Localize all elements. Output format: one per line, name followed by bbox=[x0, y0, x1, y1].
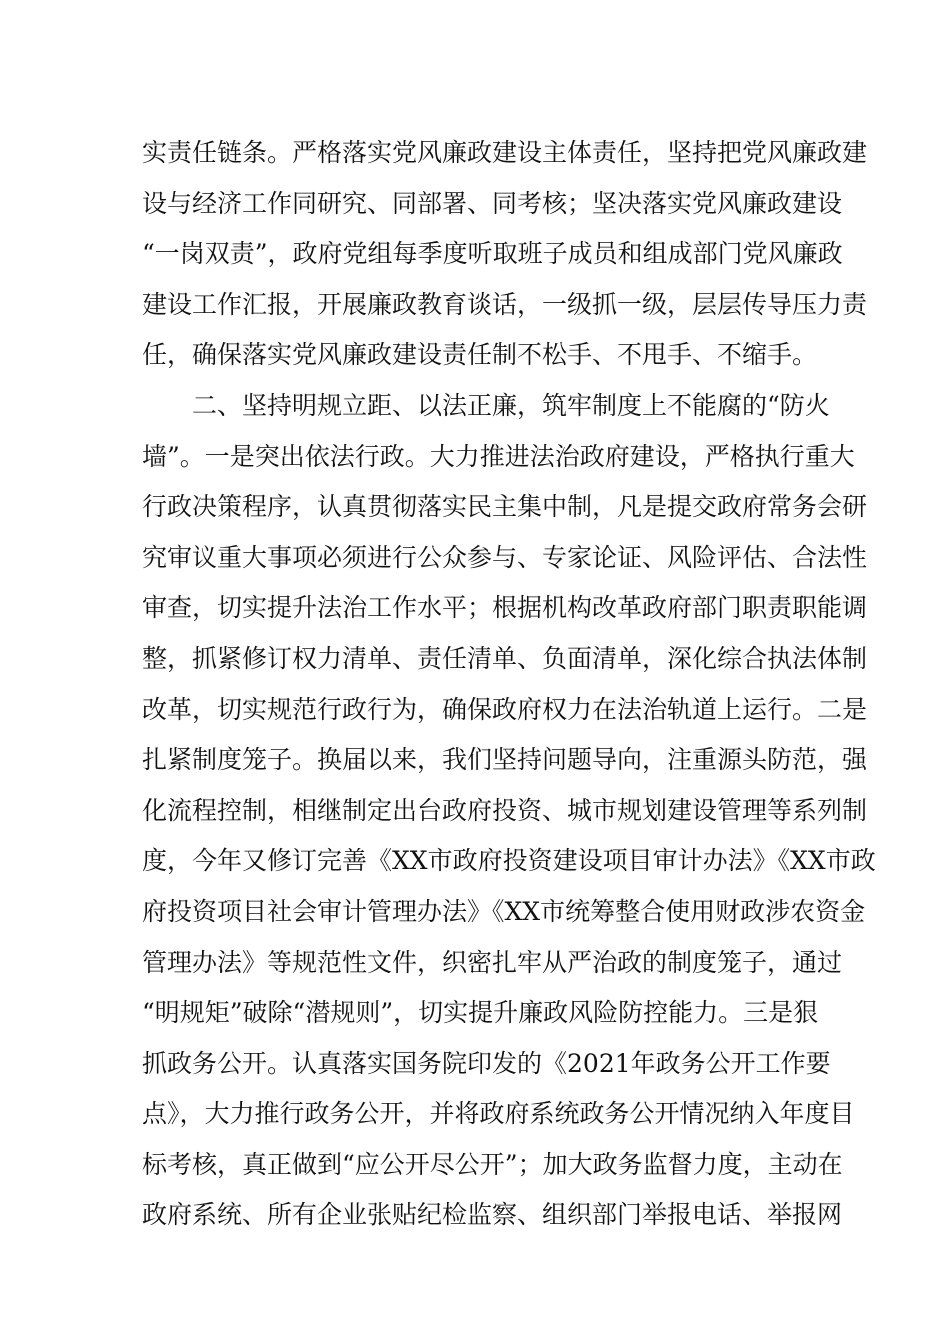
text-line: 任，确保落实党风廉政建设责任制不松手、不甩手、不缩手。 bbox=[142, 340, 818, 370]
text-line: 改革，切实规范行政行为，确保政府权力在法治轨道上运行。二是 bbox=[142, 694, 868, 724]
text-line: 扎紧制度笼子。换届以来，我们坚持问题导向，注重源头防范，强 bbox=[142, 745, 868, 775]
text-line: 究审议重大事项必须进行公众参与、专家论证、风险评估、合法性 bbox=[142, 542, 868, 572]
text-line: 设与经济工作同研究、同部署、同考核；坚决落实党风廉政建设 bbox=[142, 188, 843, 218]
section-heading-line: 二、坚持明规立距、以法正廉，筑牢制度上不能腐的“防火 bbox=[192, 390, 830, 420]
text-line: 管理办法》等规范性文件，织密扎牢从严治政的制度笼子，通过 bbox=[142, 947, 843, 977]
text-line: 政府系统、所有企业张贴纪检监察、组织部门举报电话、举报网 bbox=[142, 1200, 843, 1230]
text-line: 度，今年又修订完善《XX市政府投资建设项目审计办法》《XX市政 bbox=[142, 846, 876, 876]
text-line: 建设工作汇报，开展廉政教育谈话，一级抓一级，层层传导压力责 bbox=[142, 289, 868, 319]
text-line: 行政决策程序，认真贯彻落实民主集中制，凡是提交政府常务会研 bbox=[142, 492, 868, 522]
text-line: 标考核，真正做到“应公开尽公开”；加大政务监督力度，主动在 bbox=[142, 1149, 843, 1179]
text-line: 化流程控制，相继制定出台政府投资、城市规划建设管理等系列制 bbox=[142, 795, 868, 825]
text-line: 抓政务公开。认真落实国务院印发的《2021年政务公开工作要 bbox=[142, 1048, 831, 1078]
text-line: “明规矩”破除“潜规则”，切实提升廉政风险防控能力。三是狠 bbox=[142, 998, 819, 1028]
text-line: 府投资项目社会审计管理办法》《XX市统筹整合使用财政涉农资金 bbox=[142, 896, 866, 926]
text-line: “一岗双责”，政府党组每季度听取班子成员和组成部门党风廉政 bbox=[142, 239, 843, 269]
text-line: 墙”。一是突出依法行政。大力推进法治政府建设，严格执行重大 bbox=[142, 441, 855, 471]
text-line: 实责任链条。严格落实党风廉政建设主体责任，坚持把党风廉政建 bbox=[142, 138, 868, 167]
text-line: 整，抓紧修订权力清单、责任清单、负面清单，深化综合执法体制 bbox=[142, 643, 868, 673]
text-line: 点》，大力推行政务公开，并将政府系统政务公开情况纳入年度目 bbox=[142, 1099, 855, 1129]
text-line: 审查，切实提升法治工作水平；根据机构改革政府部门职责职能调 bbox=[142, 593, 868, 623]
body-text bbox=[142, 128, 876, 1241]
